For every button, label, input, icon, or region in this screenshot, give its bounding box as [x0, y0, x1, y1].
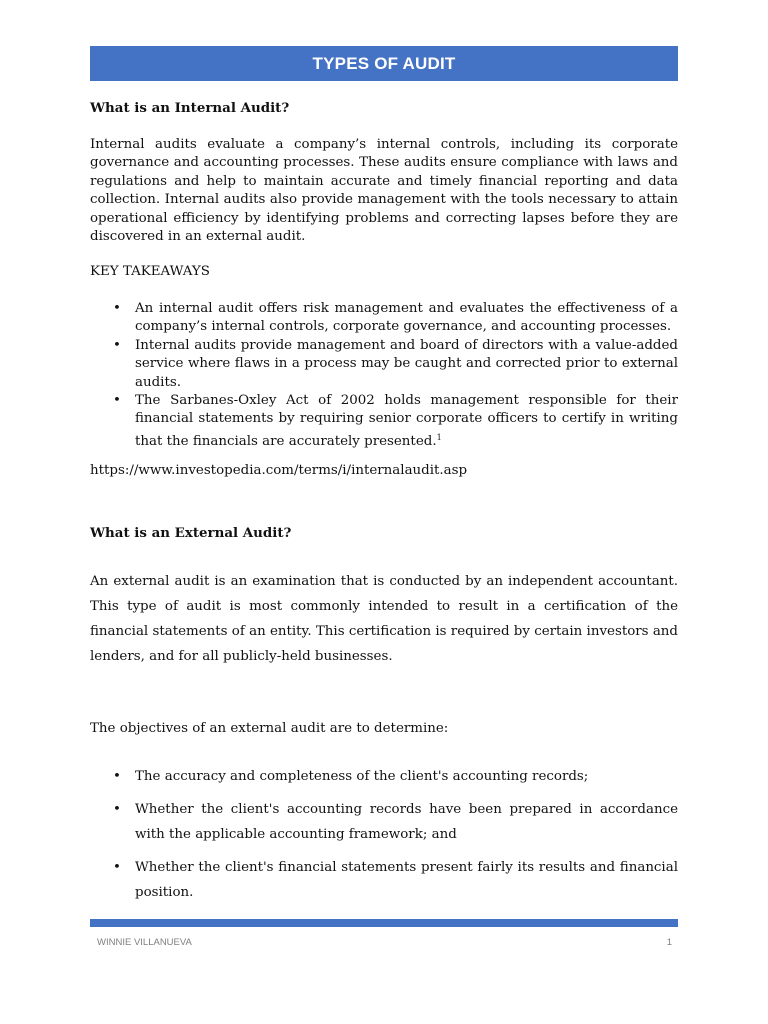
- list-item: • Internal audits provide management and board of directors with a value-added service where flaws in a process may be caught and corrected prior to external audits.: [113, 337, 678, 390]
- footnote-mark: 1: [436, 432, 442, 442]
- bullet-icon: •: [113, 769, 121, 784]
- page-number: 1: [666, 937, 672, 948]
- internal-audit-heading: What is an Internal Audit?: [90, 100, 290, 116]
- list-item: • Whether the client's accounting records have been prepared in accordance with the applicable accounting framework; and: [90, 797, 678, 847]
- bullet-icon: •: [113, 393, 121, 409]
- title-banner: [90, 46, 678, 81]
- footer-author: WINNIE VILLANUEVA: [97, 937, 192, 948]
- list-item: • The accuracy and completeness of the client's accounting records;: [90, 764, 678, 789]
- list-item: • The Sarbanes-Oxley Act of 2002 holds management responsible for their financial statements by requiring senior corporate officers to certify in writing that the financials are accurately presented.$^1$: [113, 393, 678, 449]
- bullet-icon: •: [113, 301, 121, 316]
- key-takeaways-label: KEY TAKEAWAYS: [90, 264, 210, 279]
- bullet-icon: •: [113, 337, 121, 353]
- internal-audit-paragraph: Internal audits evaluate a company’s internal controls, including its corporate governance and accounting processes. These audits ensure compliance with laws and regulations and help to maintain accurate and timely financial reporting and data collection. Internal audits also provide management with the tools necessary to attain operational efficiency by identifying problems and correcting lapses before they are discovered in an external audit.: [90, 137, 678, 245]
- list-item: • An internal audit offers risk management and evaluates the effectiveness of a company’s internal controls, corporate governance, and accounting processes.: [113, 301, 678, 335]
- source-url: https://www.investopedia.com/terms/i/internalaudit.asp: [90, 463, 468, 478]
- footer-rule: [90, 919, 678, 927]
- external-audit-heading: What is an External Audit?: [90, 525, 292, 541]
- page-title: TYPES OF AUDIT: [312, 53, 456, 73]
- objectives-intro: The objectives of an external audit are to determine:: [90, 721, 449, 736]
- objectives-list: [90, 764, 678, 913]
- list-item: • Whether the client's financial statements present fairly its results and financial position.: [90, 855, 678, 905]
- external-audit-paragraph: An external audit is an examination that is conducted by an independent accountant. This type of audit is most commonly intended to result in a certification of the financial statements of an entity. This certification is required by certain investors and lenders, and for all publicly-held businesses.: [90, 574, 678, 664]
- key-takeaways-list: [90, 300, 678, 451]
- bullet-icon: •: [113, 802, 121, 817]
- bullet-icon: •: [113, 860, 121, 875]
